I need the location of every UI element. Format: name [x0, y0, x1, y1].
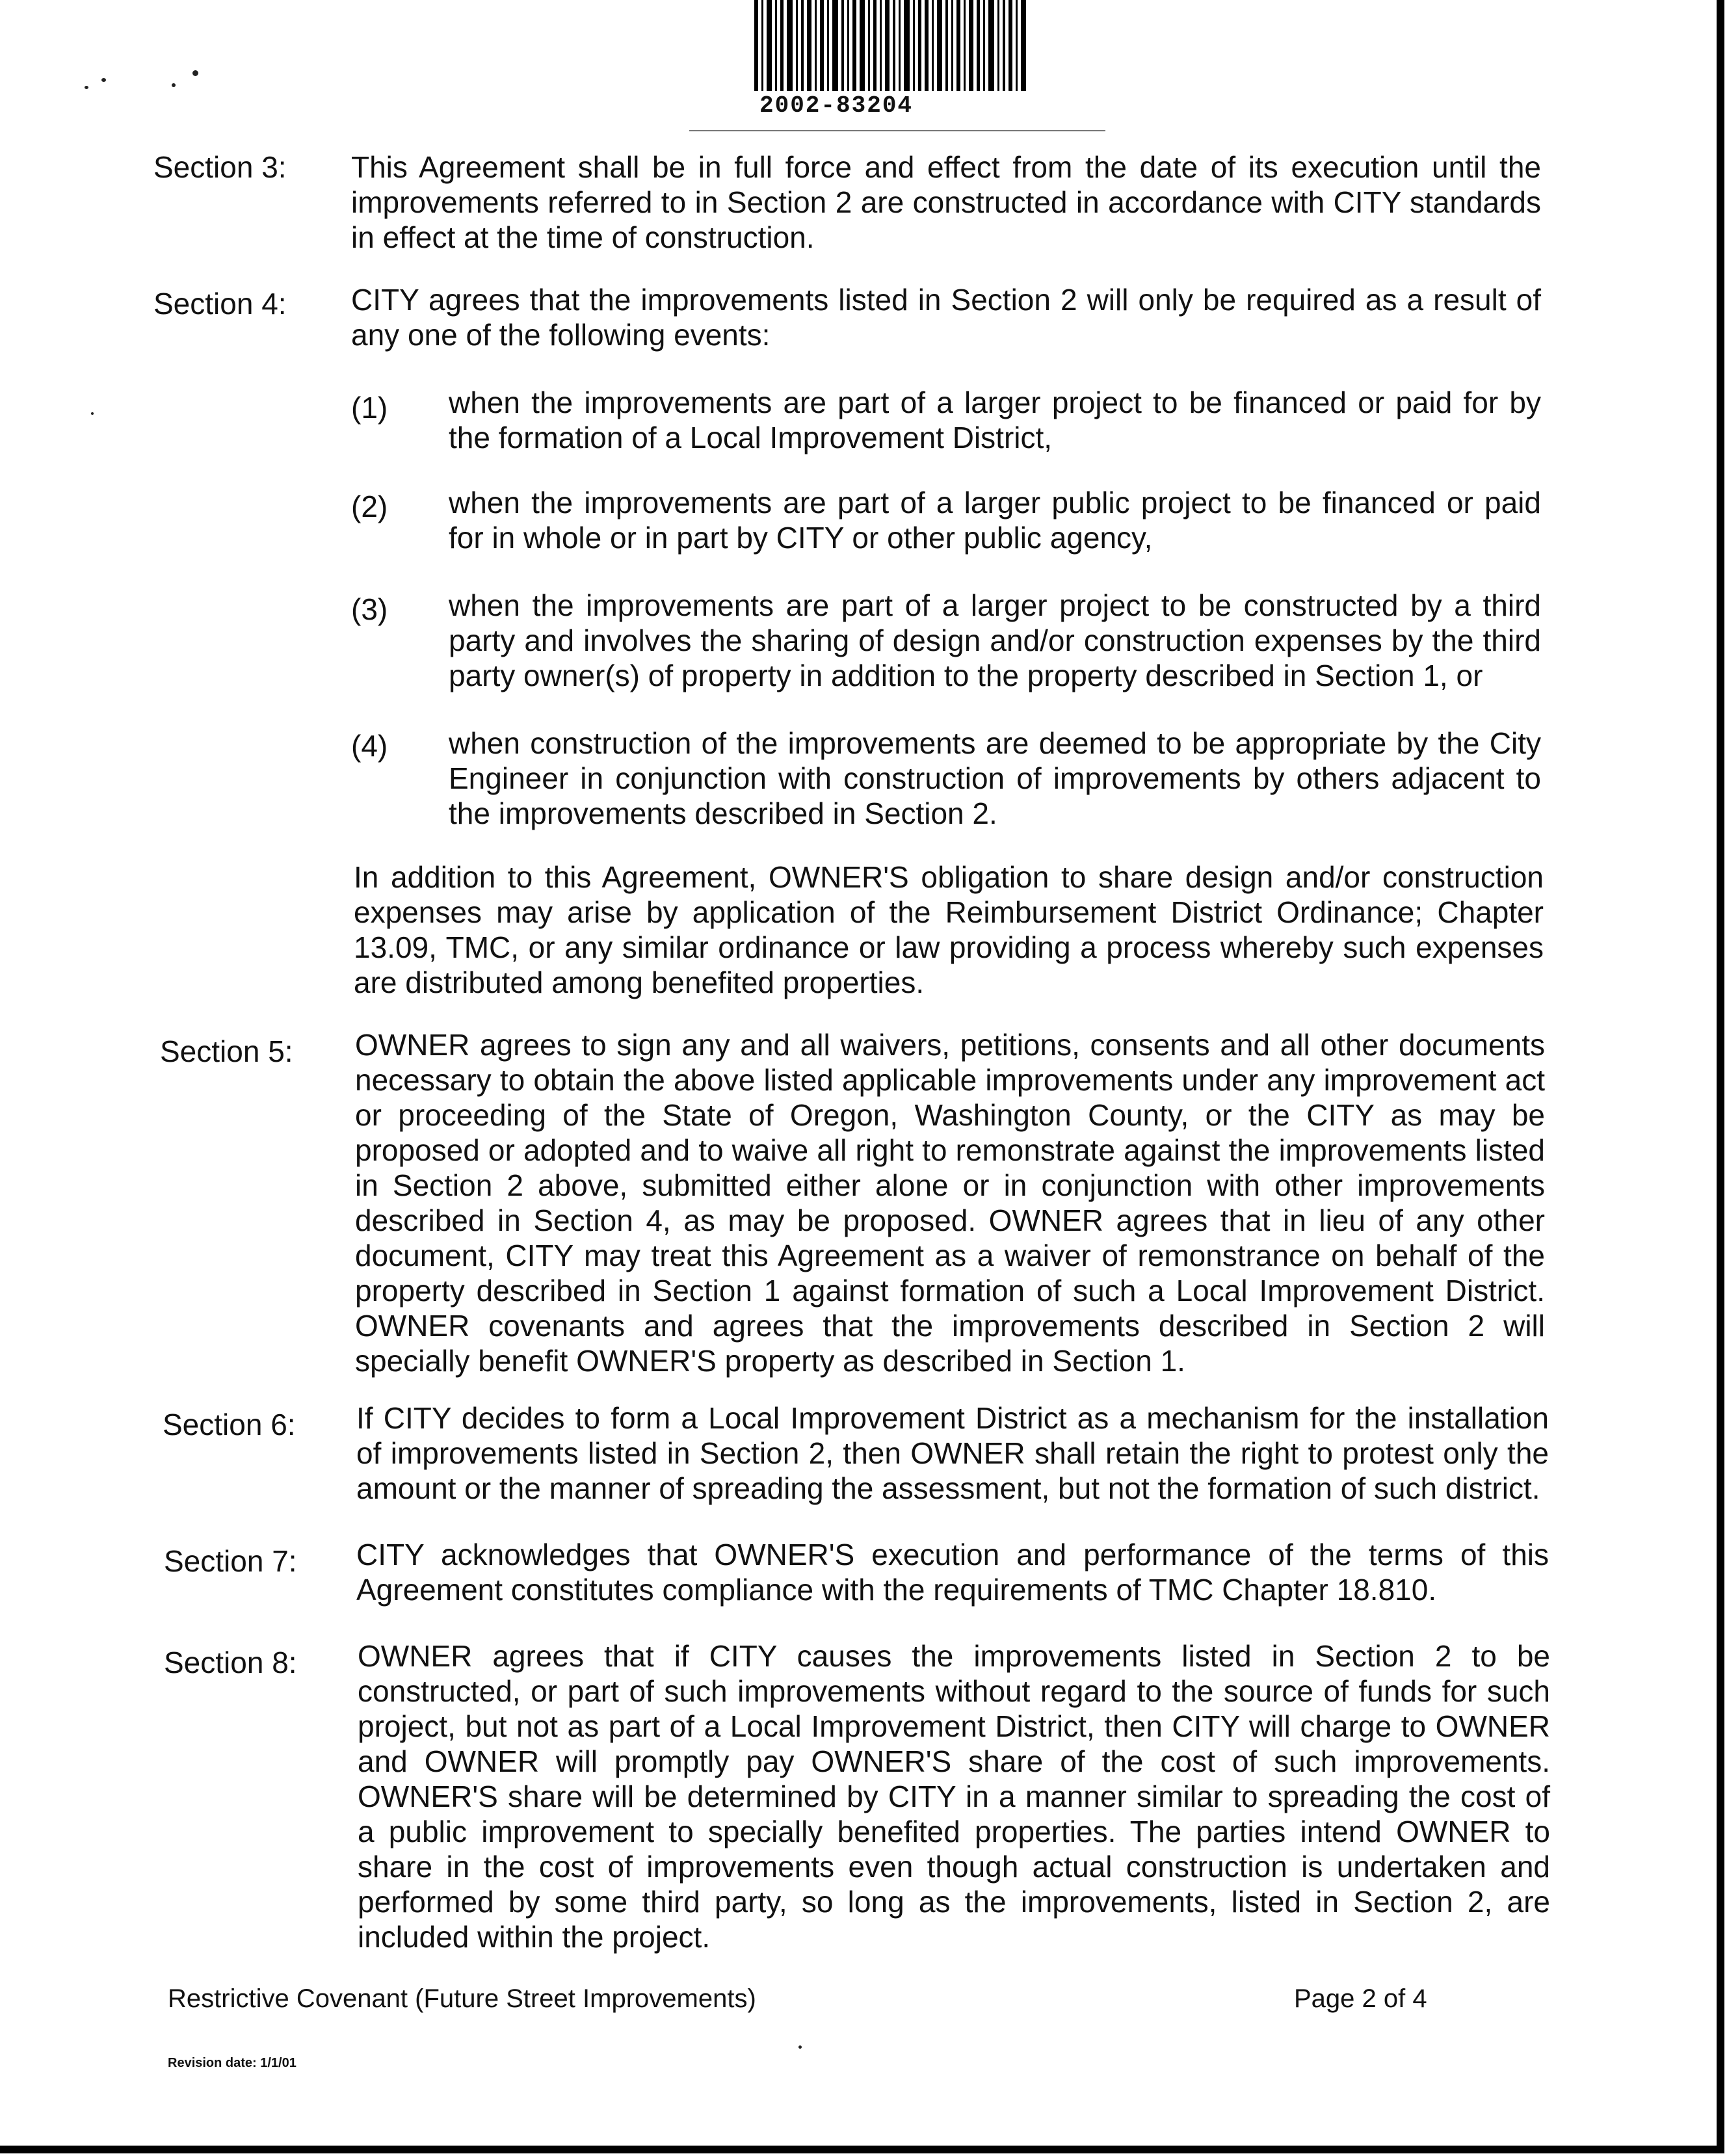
- barcode-bar: [918, 0, 921, 91]
- barcode-bar: [775, 0, 777, 91]
- barcode-bar: [801, 0, 804, 91]
- barcode-bar: [969, 0, 973, 91]
- section-5-label: Section 5:: [160, 1034, 293, 1068]
- barcode-bar: [925, 0, 929, 91]
- list-item-text: when the improvements are part of a larger public project to be financed or paid for in whole or in part by CITY or other public agency,: [449, 486, 1541, 555]
- footer-document-title: Restrictive Covenant (Future Street Improvements): [168, 1984, 756, 2013]
- section-7-text: CITY acknowledges that OWNER'S execution and performance of the terms of this Agreement constitutes compliance with the requirements of TMC Chapter 18.810.: [356, 1538, 1549, 1607]
- barcode-number: 2002-83204: [759, 92, 914, 119]
- section-7-label: Section 7:: [164, 1544, 297, 1578]
- list-item-number: (1): [351, 391, 388, 425]
- section-6-label: Section 6:: [163, 1408, 296, 1441]
- barcode-bar: [754, 0, 758, 91]
- barcode-bar: [852, 0, 856, 91]
- barcode-bar: [913, 0, 915, 91]
- scan-speck: [798, 2045, 802, 2049]
- barcode-bar: [983, 0, 985, 91]
- barcode-bar: [1016, 0, 1018, 91]
- barcode-bar: [767, 0, 772, 91]
- barcode-bar: [880, 0, 882, 91]
- section-4-addendum: In addition to this Agreement, OWNER'S obligation to share design and/or construction expenses may arise by application of the Reimbursement District Ordinance; Chapter 13.09, TMC, or any similar ordinance or law providing a process whereby such expenses are distributed among benefited properties.: [354, 860, 1544, 999]
- barcode-bars: [754, 0, 1053, 91]
- barcode-bar: [885, 0, 890, 91]
- barcode-bar: [807, 0, 811, 91]
- barcode-bar: [1009, 0, 1012, 91]
- barcode-bar: [997, 0, 999, 91]
- barcode-bar: [860, 0, 865, 91]
- barcode-bar: [827, 0, 829, 91]
- barcode-bar: [945, 0, 948, 91]
- scan-speck: [192, 70, 198, 76]
- barcode-bar: [932, 0, 934, 91]
- section-6-text: If CITY decides to form a Local Improvement District as a mechanism for the installation of improvements listed in Section 2, then OWNER shall retain the right to protest only the amount or the manner of spreading the assessment, but not the formation of such district.: [356, 1401, 1549, 1505]
- barcode-bar: [1021, 0, 1026, 91]
- barcode-bar: [873, 0, 877, 91]
- barcode-bar: [951, 0, 953, 91]
- section-4-text: CITY agrees that the improvements listed in Section 2 will only be required as a result of any one of the following events:: [351, 283, 1541, 352]
- list-item-text: when construction of the improvements are deemed to be appropriate by the City Engineer in conjunction with construction of improvements by others adjacent to the improvements described in Section 2.: [449, 726, 1541, 830]
- scan-speck: [101, 78, 106, 82]
- barcode-bar: [815, 0, 817, 91]
- barcode-bar: [761, 0, 763, 91]
- barcode-bar: [787, 0, 793, 91]
- revision-date: Revision date: 1/1/01: [168, 2056, 297, 2070]
- barcode-bar: [796, 0, 798, 91]
- barcode-bar: [956, 0, 960, 91]
- barcode-bar: [820, 0, 824, 91]
- scan-speck: [172, 83, 176, 87]
- barcode-rule: [689, 130, 1105, 131]
- barcode-bar: [847, 0, 849, 91]
- footer-page-number: Page 2 of 4: [1294, 1984, 1427, 2013]
- list-item-text: when the improvements are part of a larger project to be constructed by a third party and involves the sharing of design and/or construction expenses by the third party owner(s) of property in addition to the property described in Section 1, or: [449, 588, 1541, 692]
- section-8-text: OWNER agrees that if CITY causes the improvements listed in Section 2 to be constructed, or part of such improvements without regard to the source of funds for such project, but not as part of a Local Improvement District, then CITY will charge to OWNER and OWNER will promptly pay OWNER'S share of the cost of such improvements. OWNER'S share will be determined by CITY in a manner similar to spreading the cost of a public improvement to specially benefited properties. The parties intend OWNER to share in the cost of improvements even though actual construction is undertaken and performed by some third party, so long as the improvements, listed in Section 2, are included within the project.: [358, 1639, 1550, 1954]
- scan-speck: [85, 86, 88, 89]
- section-8-label: Section 8:: [164, 1646, 297, 1679]
- barcode-bar: [899, 0, 901, 91]
- barcode-bar: [988, 0, 994, 91]
- barcode-bar: [832, 0, 838, 91]
- section-3-text: This Agreement shall be in full force and effect from the date of its execution until the improvements referred to in Section 2 are constructed in accordance with CITY standards in effect at the time of construction.: [351, 150, 1541, 254]
- list-item-number: (3): [351, 592, 388, 626]
- section-4-label: Section 4:: [153, 287, 287, 321]
- barcode-bar: [977, 0, 980, 91]
- barcode-bar: [841, 0, 844, 91]
- barcode-bar: [868, 0, 870, 91]
- barcode-bar: [964, 0, 966, 91]
- section-5-text: OWNER agrees to sign any and all waivers, petitions, consents and all other documents necessary to obtain the above listed applicable improvements under any improvement act or proceeding of the State of Oregon, Washington County, or the CITY as may be proposed or adopted and to waive all right to remonstrate against the improvements listed in Section 2 above, submitted either alone or in conjunction with other improvements described in Section 4, as may be proposed. OWNER agrees that in lieu of any other document, CITY may treat this Agreement as a waiver of remonstrance on behalf of the property described in Section 1 against formation of such a Local Improvement District. OWNER covenants and agrees that the improvements described in Section 2 will specially benefit OWNER'S property as described in Section 1.: [355, 1028, 1545, 1378]
- scan-speck: [91, 412, 94, 415]
- barcode-bar: [780, 0, 784, 91]
- barcode-bar: [893, 0, 895, 91]
- list-item-number: (4): [351, 729, 388, 763]
- section-3-label: Section 3:: [153, 150, 287, 184]
- barcode-bar: [904, 0, 910, 91]
- barcode: [754, 0, 1053, 98]
- barcode-bar: [1003, 0, 1005, 91]
- barcode-bar: [937, 0, 942, 91]
- list-item-text: when the improvements are part of a larger project to be financed or paid for by the formation of a Local Improvement District,: [449, 386, 1541, 454]
- list-item-number: (2): [351, 490, 388, 523]
